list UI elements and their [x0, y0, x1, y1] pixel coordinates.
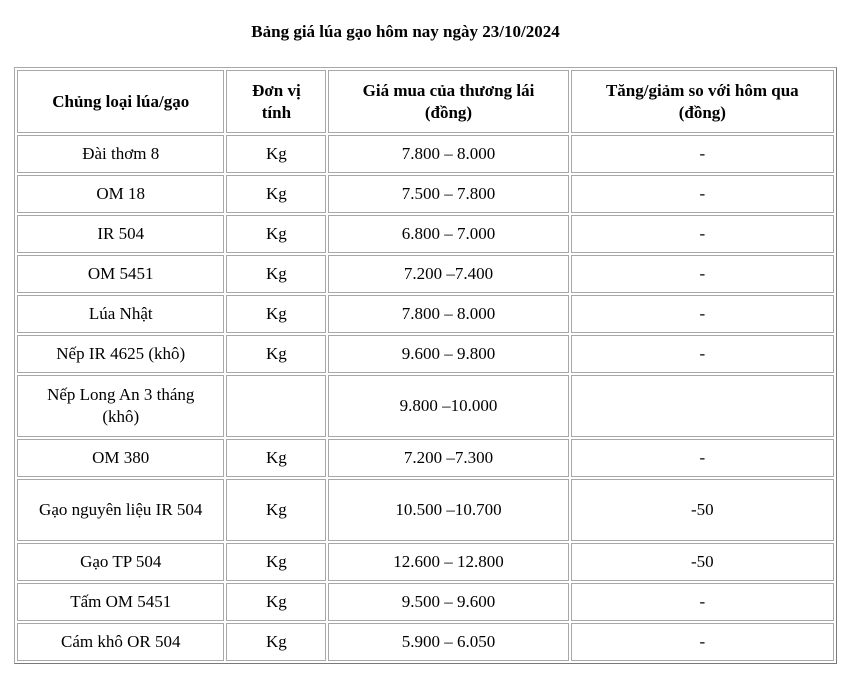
- cell-price: 7.800 – 8.000: [328, 295, 568, 333]
- header-type: Chủng loại lúa/gạo: [17, 70, 224, 133]
- cell-change: -: [571, 135, 834, 173]
- cell-type: Gạo TP 504: [17, 543, 224, 581]
- cell-unit: Kg: [226, 135, 326, 173]
- cell-change: -: [571, 439, 834, 477]
- cell-type: Cám khô OR 504: [17, 623, 224, 661]
- cell-price: 7.800 – 8.000: [328, 135, 568, 173]
- cell-type: Gạo nguyên liệu IR 504: [17, 479, 224, 541]
- cell-change: -50: [571, 479, 834, 541]
- cell-unit: Kg: [226, 175, 326, 213]
- cell-change: -: [571, 175, 834, 213]
- table-row: [17, 215, 834, 253]
- cell-type: Nếp Long An 3 tháng (khô): [17, 375, 224, 437]
- cell-unit: Kg: [226, 255, 326, 293]
- cell-type: OM 18: [17, 175, 224, 213]
- table-row: [17, 175, 834, 213]
- cell-unit: Kg: [226, 583, 326, 621]
- cell-change: -: [571, 255, 834, 293]
- table-row: [17, 375, 834, 437]
- cell-unit: Kg: [226, 623, 326, 661]
- cell-change: -: [571, 623, 834, 661]
- cell-type: Đài thơm 8: [17, 135, 224, 173]
- cell-price: 7.200 –7.400: [328, 255, 568, 293]
- table-row: [17, 135, 834, 173]
- cell-unit: [226, 375, 326, 437]
- cell-price: 6.800 – 7.000: [328, 215, 568, 253]
- table-row: [17, 479, 834, 541]
- cell-unit: Kg: [226, 215, 326, 253]
- table-row: [17, 255, 834, 293]
- cell-unit: Kg: [226, 335, 326, 373]
- cell-price: 12.600 – 12.800: [328, 543, 568, 581]
- header-unit: Đơn vị tính: [226, 70, 326, 133]
- cell-price: 10.500 –10.700: [328, 479, 568, 541]
- header-change: Tăng/giảm so với hôm qua (đồng): [571, 70, 834, 133]
- cell-price: 7.500 – 7.800: [328, 175, 568, 213]
- table-row: [17, 623, 834, 661]
- table-row: [17, 335, 834, 373]
- table-header-row: [17, 70, 834, 133]
- header-price: Giá mua của thương lái (đồng): [328, 70, 568, 133]
- cell-type: Lúa Nhật: [17, 295, 224, 333]
- cell-unit: Kg: [226, 295, 326, 333]
- table-row: [17, 439, 834, 477]
- cell-change: -50: [571, 543, 834, 581]
- table-row: [17, 295, 834, 333]
- cell-unit: Kg: [226, 439, 326, 477]
- cell-type: Tấm OM 5451: [17, 583, 224, 621]
- cell-change: -: [571, 215, 834, 253]
- cell-change: -: [571, 335, 834, 373]
- cell-price: 7.200 –7.300: [328, 439, 568, 477]
- cell-change: -: [571, 583, 834, 621]
- cell-price: 9.800 –10.000: [328, 375, 568, 437]
- cell-price: 9.600 – 9.800: [328, 335, 568, 373]
- cell-unit: Kg: [226, 543, 326, 581]
- table-row: [17, 543, 834, 581]
- cell-price: 5.900 – 6.050: [328, 623, 568, 661]
- cell-type: IR 504: [17, 215, 224, 253]
- cell-type: OM 380: [17, 439, 224, 477]
- rice-price-table: [14, 67, 837, 664]
- cell-change: [571, 375, 834, 437]
- cell-type: OM 5451: [17, 255, 224, 293]
- cell-type: Nếp IR 4625 (khô): [17, 335, 224, 373]
- table-row: [17, 583, 834, 621]
- cell-unit: Kg: [226, 479, 326, 541]
- cell-change: -: [571, 295, 834, 333]
- page-title: Bảng giá lúa gạo hôm nay ngày 23/10/2024: [251, 22, 560, 41]
- cell-price: 9.500 – 9.600: [328, 583, 568, 621]
